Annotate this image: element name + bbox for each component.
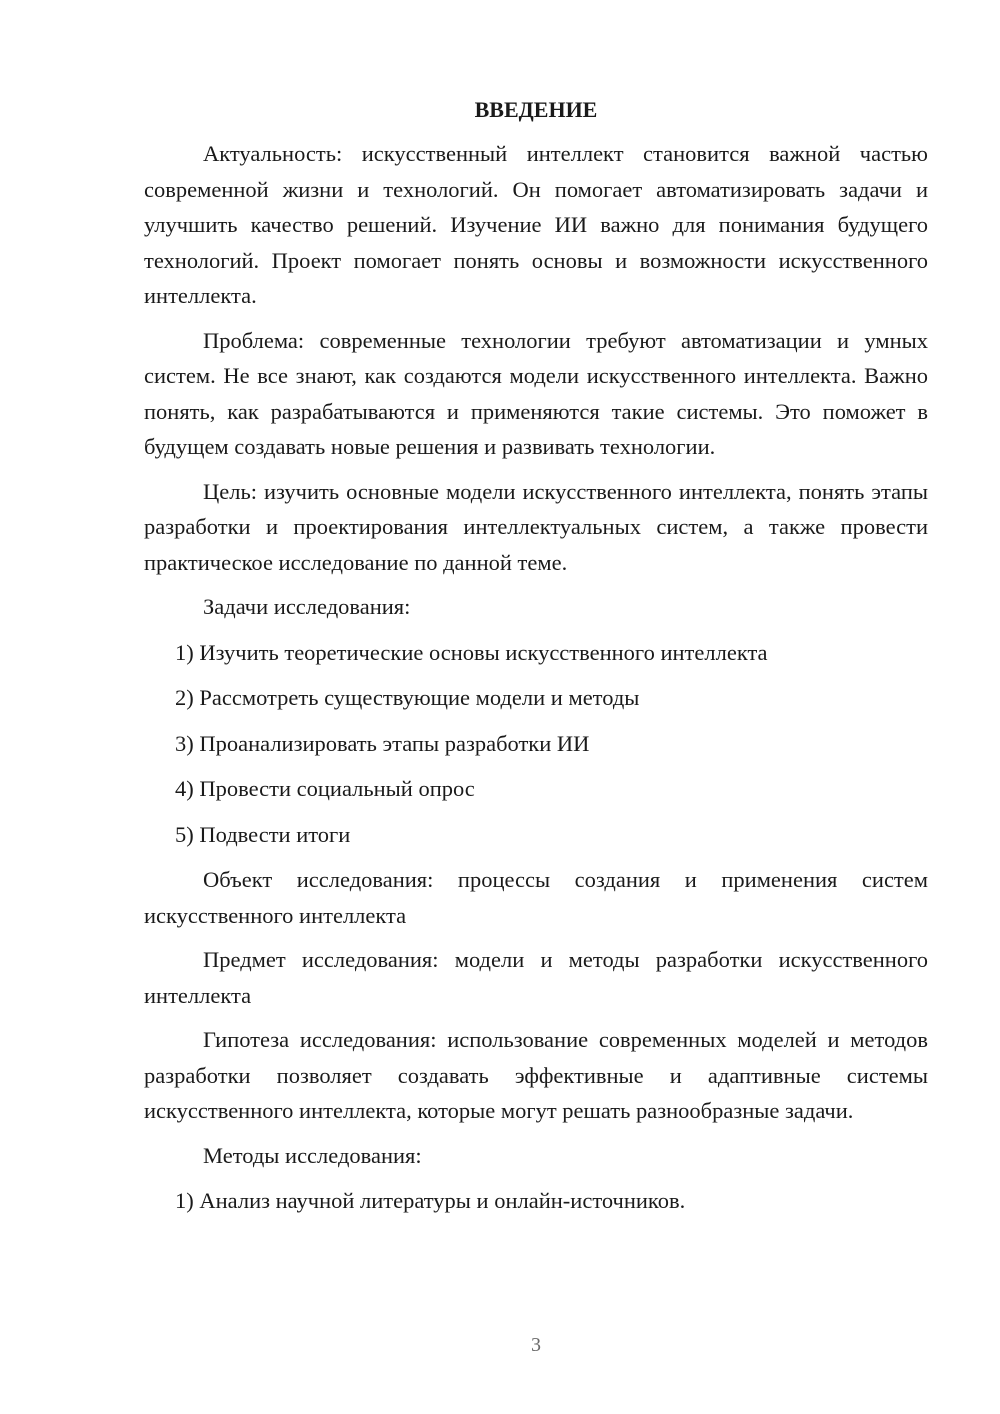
tasks-list: [144, 635, 928, 853]
task-item: 5) Подвести итоги: [175, 821, 351, 847]
task-item: 1) Изучить теоретические основы искусственного интеллекта: [175, 639, 768, 665]
methods-list: [144, 1183, 928, 1219]
object-paragraph: Объект исследования: процессы создания и применения систем искусственного интеллекта: [144, 867, 928, 928]
subject-paragraph: Предмет исследования: модели и методы разработки искусственного интеллекта: [144, 947, 928, 1008]
relevance-paragraph: Актуальность: искусственный интеллект становится важной частью современной жизни и технологий. Он помогает автоматизировать задачи и улучшить качество решений. Изучение ИИ важно для понимания будущего технологий. Проект помогает понять основы и возможности искусственного интеллекта.: [144, 141, 928, 308]
page-title: ВВЕДЕНИЕ: [474, 97, 598, 122]
task-item: 3) Проанализировать этапы разработки ИИ: [175, 730, 590, 756]
hypothesis-paragraph: Гипотеза исследования: использование современных моделей и методов разработки позволяет создавать эффективные и адаптивные системы искусственного интеллекта, которые могут решать разнообразные задачи.: [144, 1027, 928, 1123]
page-number: 3: [531, 1334, 541, 1356]
task-item: 2) Рассмотреть существующие модели и методы: [175, 685, 640, 710]
method-item: 1) Анализ научной литературы и онлайн-источников.: [175, 1188, 686, 1213]
task-item: 4) Провести социальный опрос: [175, 776, 475, 801]
goal-paragraph: Цель: изучить основные модели искусственного интеллекта, понять этапы разработки и проектирования интеллектуальных систем, а также провести практическое исследование по данной теме.: [144, 478, 928, 575]
tasks-title: Задачи исследования:: [203, 594, 411, 619]
methods-title: Методы исследования:: [203, 1142, 422, 1168]
problem-paragraph: Проблема: современные технологии требуют автоматизации и умных систем. Не все знают, как создаются модели искусственного интеллекта. Важно понять, как разрабатываются и применяются такие системы. Это поможет в будущем создавать новые решения и развивать технологии.: [144, 327, 928, 459]
document-page: [144, 94, 928, 1229]
